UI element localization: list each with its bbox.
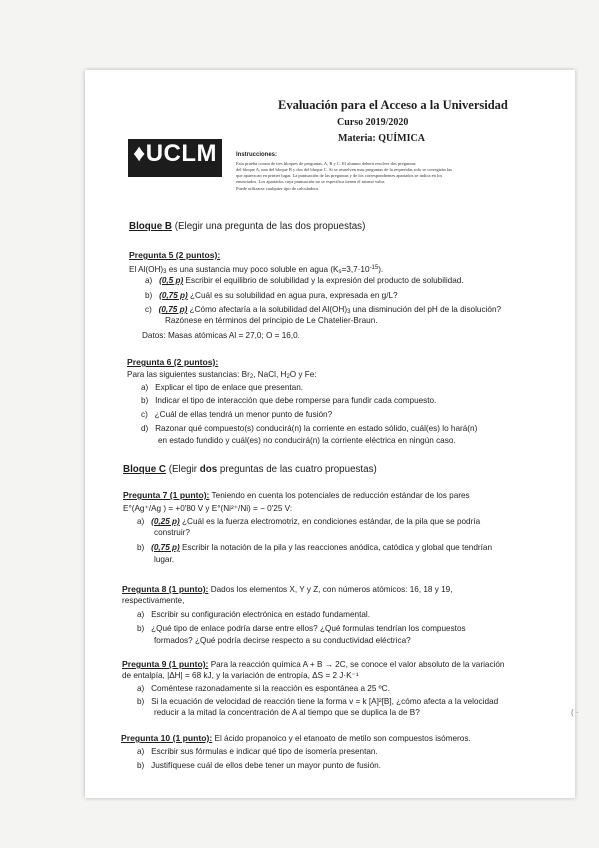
item-label: b): [137, 543, 145, 552]
item-points: (0,75 p): [151, 543, 180, 552]
item-label: c): [145, 305, 152, 314]
block-b-heading: [129, 221, 365, 232]
text: Para la reacción química A + B → 2C, se conoce el valor absoluto de la variación: [208, 660, 505, 669]
item-text: ¿Qué tipo de enlace podría darse entre ellos? ¿Qué formulas tendrían los compuestos: [151, 624, 466, 633]
item-text: ¿Cuál es su solubilidad en agua pura, expresada en g/L?: [187, 291, 398, 300]
q6-item-a: [141, 383, 303, 393]
item-text: Escribir el equilibrio de solubilidad y la expresión del producto de solubilidad.: [183, 276, 464, 285]
item-text: ¿Cuál es la fuerza electromotriz, en condiciones estándar, de la pila que se podría: [179, 517, 481, 526]
q6-item-c: [141, 410, 332, 420]
q9-item-b: [137, 697, 498, 707]
text: O y Fe:: [289, 370, 317, 379]
text: Dados los elementos X, Y y Z, con números atómicos: 16, 18 y 19,: [208, 585, 453, 594]
item-points: (0,5 p): [159, 276, 184, 285]
item-text: Si la ecuación de velocidad de reacción tiene la forma v = k [A]²[B], ¿cómo afecta a la velocidad: [151, 697, 499, 706]
q9-item-a: [137, 684, 390, 694]
item-label: b): [137, 761, 145, 770]
instructions-title: Instrucciones:: [236, 152, 278, 158]
q9-intro-cont: de entalpía, |ΔH| = 68 kJ, y la variación de entropía, ΔS = 2 J·K⁻¹: [122, 671, 359, 680]
block-c-label: Bloque C: [123, 464, 166, 475]
exam-title: Evaluación para el Acceso a la Universidad: [278, 98, 508, 112]
q7-item-a: [137, 517, 480, 527]
block-c-instruction-bold: dos: [199, 464, 218, 475]
item-label: a): [145, 276, 153, 285]
item-label: a): [137, 747, 145, 756]
text: 2: [286, 374, 290, 380]
q8-item-b: [137, 624, 466, 634]
text: El Al(OH): [129, 265, 164, 274]
text: El ácido propanoico y el etanoato de metilo son compuestos isómeros.: [212, 734, 471, 743]
question-8-title: Pregunta 8 (1 punto):: [122, 584, 209, 594]
text: =3,7·10: [341, 265, 370, 274]
q5-item-b: [145, 291, 398, 301]
item-points: (0,75 p): [158, 305, 188, 314]
item-label: a): [141, 383, 149, 392]
item-points: (0,75 p): [159, 291, 188, 300]
block-b-instruction: (Elegir una pregunta de las dos propuestas): [172, 221, 366, 232]
q5-item-a: [145, 276, 464, 286]
question-10-title: Pregunta 10 (1 punto):: [121, 733, 213, 743]
text: -15: [369, 265, 379, 271]
block-c-instruction: preguntas de las cuatro propuestas): [217, 464, 377, 475]
item-text: Coméntese razonadamente si la reacción es espontánea a 25 ºC.: [151, 684, 390, 693]
question-5-intro: [129, 263, 383, 277]
instructions-line: del bloque A, una del bloque B y dos del bloque C. Si se resuelven mas preguntas de la requeridas solo se corregirán las: [236, 167, 452, 172]
item-label: b): [137, 624, 145, 633]
item-text: Justifíquese cuál de ellos debe tener un mayor punto de fusión.: [151, 761, 381, 770]
q5-item-c-cont: Razónese en términos del principio de Le Chatelier-Braun.: [165, 316, 378, 325]
text: 3: [163, 269, 167, 275]
block-c-instruction: (Elegir: [166, 464, 200, 475]
question-9-intro: [122, 659, 504, 670]
block-c-heading: [123, 464, 377, 475]
text: s: [338, 269, 342, 275]
text: Para las siguientes sustancias: Br: [127, 370, 250, 379]
item-label: a): [137, 517, 145, 526]
text: Teniendo en cuenta los potenciales de reducción estándar de los pares: [209, 491, 470, 500]
subject: Materia: QUÍMICA: [338, 133, 425, 144]
logo-text: ♦UCLM: [132, 140, 218, 167]
item-label: b): [137, 697, 145, 706]
item-text: una disminución del pH de la disolución?: [350, 305, 502, 314]
q7-potentials: E°(Ag⁺/Ag ) = +0'80 V y E°(Ni²⁺/Ni) = − 0'25 V:: [123, 504, 293, 513]
item-text: ¿Cómo afectaría a la solubilidad del Al(OH): [187, 305, 348, 314]
question-6-title: Pregunta 6 (2 puntos):: [127, 357, 219, 367]
item-label: b): [145, 291, 153, 300]
item-label: b): [141, 396, 149, 405]
q7-item-b-cont: lugar.: [154, 555, 175, 564]
q7-item-a-cont: construir?: [154, 528, 190, 537]
text: , NaCl, H: [253, 370, 287, 379]
q10-item-b: [137, 761, 381, 771]
question-10-intro: [121, 733, 471, 744]
question-9-title: Pregunta 9 (1 punto):: [122, 659, 209, 669]
logo-subtitle: CAMPUS DE EXCELENCIA INTERNACIONAL: [135, 169, 219, 173]
q9-item-b-cont: reducir a la mitad la concentración de A al tiempo que se duplica la de B?: [154, 708, 420, 717]
item-text: ¿Cuál de ellas tendrá un menor punto de fusión?: [154, 410, 333, 419]
item-text: Explicar el tipo de enlace que presentan.: [155, 383, 304, 392]
q6-item-d-cont: en estado fundido y cuál(es) no conducirá(n) la corriente eléctrica en ningún caso.: [158, 436, 456, 445]
question-7-intro: [123, 490, 470, 501]
text: 3: [347, 309, 351, 315]
item-text: Razonar qué compuesto(s) conducirá(n) la corriente en estado sólido, cuál(es) lo hará(n): [155, 424, 478, 433]
item-label: c): [141, 410, 148, 419]
question-5-title: Pregunta 5 (2 puntos):: [129, 250, 221, 260]
text: ).: [378, 265, 384, 274]
q7-item-b: [137, 543, 492, 553]
item-text: Indicar el tipo de interacción que debe romperse para fundir cada compuesto.: [155, 396, 437, 405]
q8-item-b-cont: formados? ¿Qué podría decirse respecto a su conductividad eléctrica?: [154, 636, 411, 645]
q8-item-a: [137, 610, 370, 620]
block-b-label: Bloque B: [129, 221, 172, 232]
item-text: Escribir sus fórmulas e indicar qué tipo de isomería presentan.: [151, 747, 378, 756]
item-points: (0,25 p): [151, 517, 180, 526]
question-8-intro: [122, 584, 453, 595]
q5-data: Datos: Masas atómicas Al = 27,0; O = 16,0.: [142, 331, 300, 340]
question-7-title: Pregunta 7 (1 punto):: [123, 490, 210, 500]
item-text: Escribir su configuración electrónica en estado fundamental.: [151, 610, 371, 619]
instructions-line: Puede utilizarse cualquier tipo de calculadora.: [236, 186, 319, 191]
item-label: d): [141, 424, 149, 433]
instructions-line: que aparezcan en primer lugar. La puntuación de las preguntas y de los correspondientes apartados se indica en los: [236, 173, 443, 178]
course-year: Curso 2019/2020: [337, 117, 409, 128]
q8-intro-cont: respectivamente,: [122, 596, 185, 605]
text: es una sustancia muy poco soluble en agua (K: [166, 265, 339, 274]
q10-item-a: [137, 747, 378, 757]
q6-item-b: [141, 396, 436, 406]
q6-item-d: [141, 424, 477, 434]
text: 2: [249, 374, 254, 380]
instructions-line: Esta prueba consta de tres bloques de preguntas, A, B y C. El alumno deberá resolver dos preguntas: [236, 161, 416, 166]
item-label: a): [137, 610, 145, 619]
question-6-intro: [127, 370, 317, 382]
item-text: Escribir la notación de la pila y las reacciones anódica, catódica y global que tendrían: [179, 543, 493, 552]
instructions-line: enunciados. Los apartados cuya puntuación no se especifica tienen el mismo valor.: [236, 179, 386, 184]
item-label: a): [137, 684, 145, 693]
margin-mark: ( ·: [571, 708, 579, 717]
